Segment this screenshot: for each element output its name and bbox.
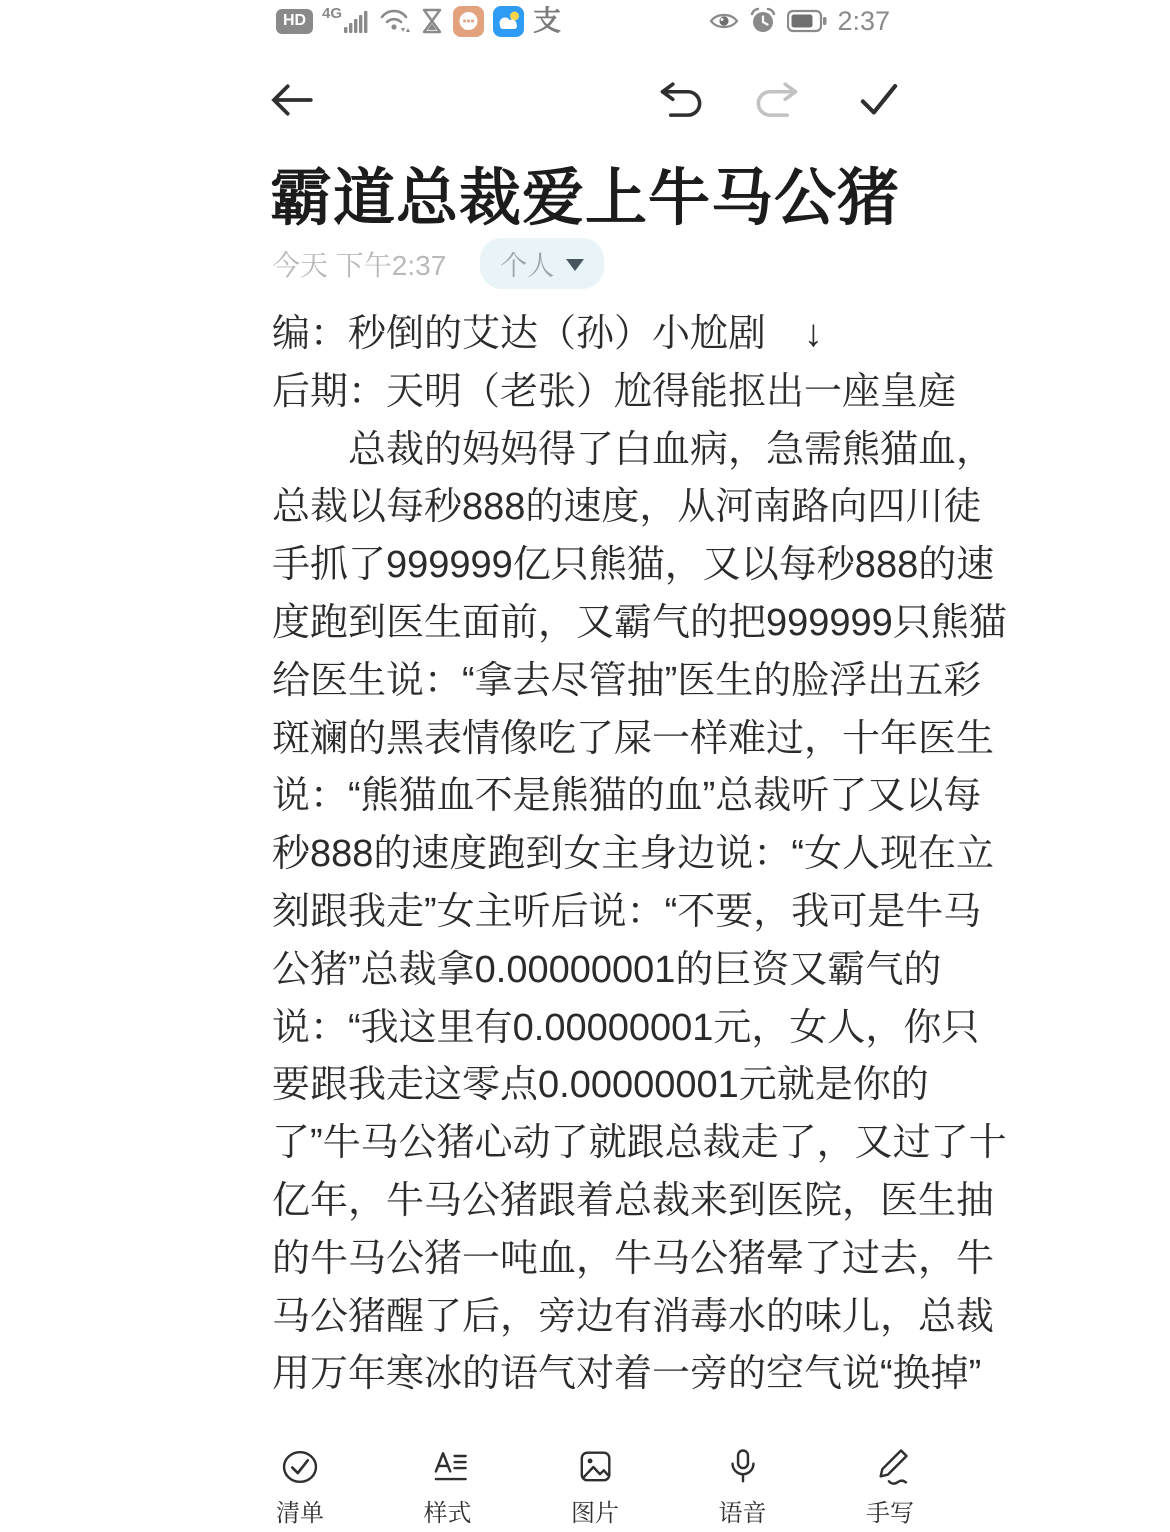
note-line: 手抓了999999亿只熊猫，又以每秒888的速 (272, 544, 995, 587)
back-arrow-icon (266, 78, 318, 122)
check-icon (854, 78, 904, 122)
note-line: 要跟我走这零点0.00000001元就是你的 (272, 1064, 929, 1107)
text-style-icon (426, 1446, 470, 1488)
note-line: 刻跟我走”女主听后说：“不要，我可是牛马 (272, 890, 982, 933)
alipay-icon: 支 (533, 5, 562, 36)
toolbar-handwriting-button[interactable] (842, 1446, 938, 1528)
toolbar-image-button[interactable] (547, 1446, 643, 1528)
alarm-clock-icon (749, 7, 777, 35)
note-timestamp: 今天 下午2:37 (272, 249, 447, 281)
note-line: 斑斓的黑表情像吃了屎一样难过，十年医生 (272, 717, 995, 760)
checklist-icon (278, 1446, 322, 1488)
hourglass-icon (420, 6, 444, 36)
save-button[interactable] (854, 78, 904, 122)
nav-actions (654, 78, 904, 122)
note-line: 的牛马公猪一吨血，牛马公猪晕了过去，牛 (272, 1237, 995, 1280)
toolbar-style-button[interactable] (400, 1446, 496, 1528)
undo-button[interactable] (654, 78, 704, 122)
editor-nav-bar (266, 72, 904, 128)
note-meta-row (272, 238, 604, 289)
redo-icon (754, 78, 804, 122)
toolbar-voice-button[interactable] (695, 1446, 791, 1528)
clock-time: 2:37 (837, 5, 890, 36)
note-line: 总裁的妈妈得了白血病，急需熊猫血， (272, 428, 995, 471)
note-line: 亿年，牛马公猪跟着总裁来到医院，医生抽 (272, 1179, 995, 1222)
toolbar-style-label: 样式 (423, 1500, 472, 1527)
handwriting-pen-icon (868, 1446, 912, 1488)
note-line: 说：“我这里有0.00000001元，女人，你只 (272, 1006, 980, 1049)
caret-down-icon (566, 259, 584, 271)
note-line: 用万年寒冰的语气对着一旁的空气说“换掉” (272, 1353, 982, 1396)
toolbar-checklist-label: 清单 (276, 1500, 324, 1527)
microphone-icon (721, 1446, 765, 1488)
hd-badge-icon: HD (276, 9, 313, 34)
status-bar-left (276, 6, 561, 37)
toolbar-voice-label: 语音 (718, 1500, 767, 1527)
redo-button[interactable] (754, 78, 804, 122)
note-line: 总裁以每秒888的速度，从河南路向四川徒 (272, 486, 982, 529)
image-icon (573, 1446, 617, 1488)
note-line: 编：秒倒的艾达（孙）小尬剧 ↓ (272, 313, 824, 355)
battery-icon (787, 9, 827, 33)
weather-app-icon (493, 6, 524, 37)
note-body-editor[interactable] (272, 306, 1007, 1404)
undo-icon (654, 78, 704, 122)
toolbar-checklist-button[interactable] (252, 1446, 348, 1528)
note-line: 公猪”总裁拿0.00000001的巨资又霸气的 (272, 948, 942, 991)
eye-comfort-icon (709, 10, 739, 32)
status-bar (276, 4, 890, 38)
wifi-icon (379, 6, 411, 36)
network-type-label: 4G (322, 5, 343, 22)
toolbar-handwriting-label: 手写 (866, 1500, 914, 1527)
signal-bars-icon (344, 7, 370, 35)
note-line: 秒888的速度跑到女主身边说：“女人现在立 (272, 833, 995, 876)
note-line: 了”牛马公猪心动了就跟总裁走了，又过了十 (272, 1122, 1007, 1165)
category-tag-dropdown[interactable] (480, 238, 604, 289)
chat-app-icon (453, 6, 484, 37)
category-tag-label: 个人 (500, 251, 555, 281)
note-line: 后期：天明（老张）尬得能抠出一座皇庭 (272, 370, 957, 413)
editor-toolbar (252, 1446, 938, 1528)
note-title-input[interactable]: 霸道总裁爱上牛马公猪 (270, 164, 901, 233)
back-button[interactable] (266, 78, 318, 122)
status-bar-right (709, 6, 890, 37)
note-line: 给医生说：“拿去尽管抽”医生的脸浮出五彩 (272, 659, 982, 702)
note-line: 度跑到医生面前，又霸气的把999999只熊猫 (272, 601, 1007, 644)
toolbar-image-label: 图片 (571, 1500, 619, 1527)
note-line: 说：“熊猫血不是熊猫的血”总裁听了又以每 (272, 775, 982, 818)
note-line: 马公猪醒了后，旁边有消毒水的味儿，总裁 (272, 1295, 995, 1338)
cellular-signal-icon (322, 7, 370, 35)
